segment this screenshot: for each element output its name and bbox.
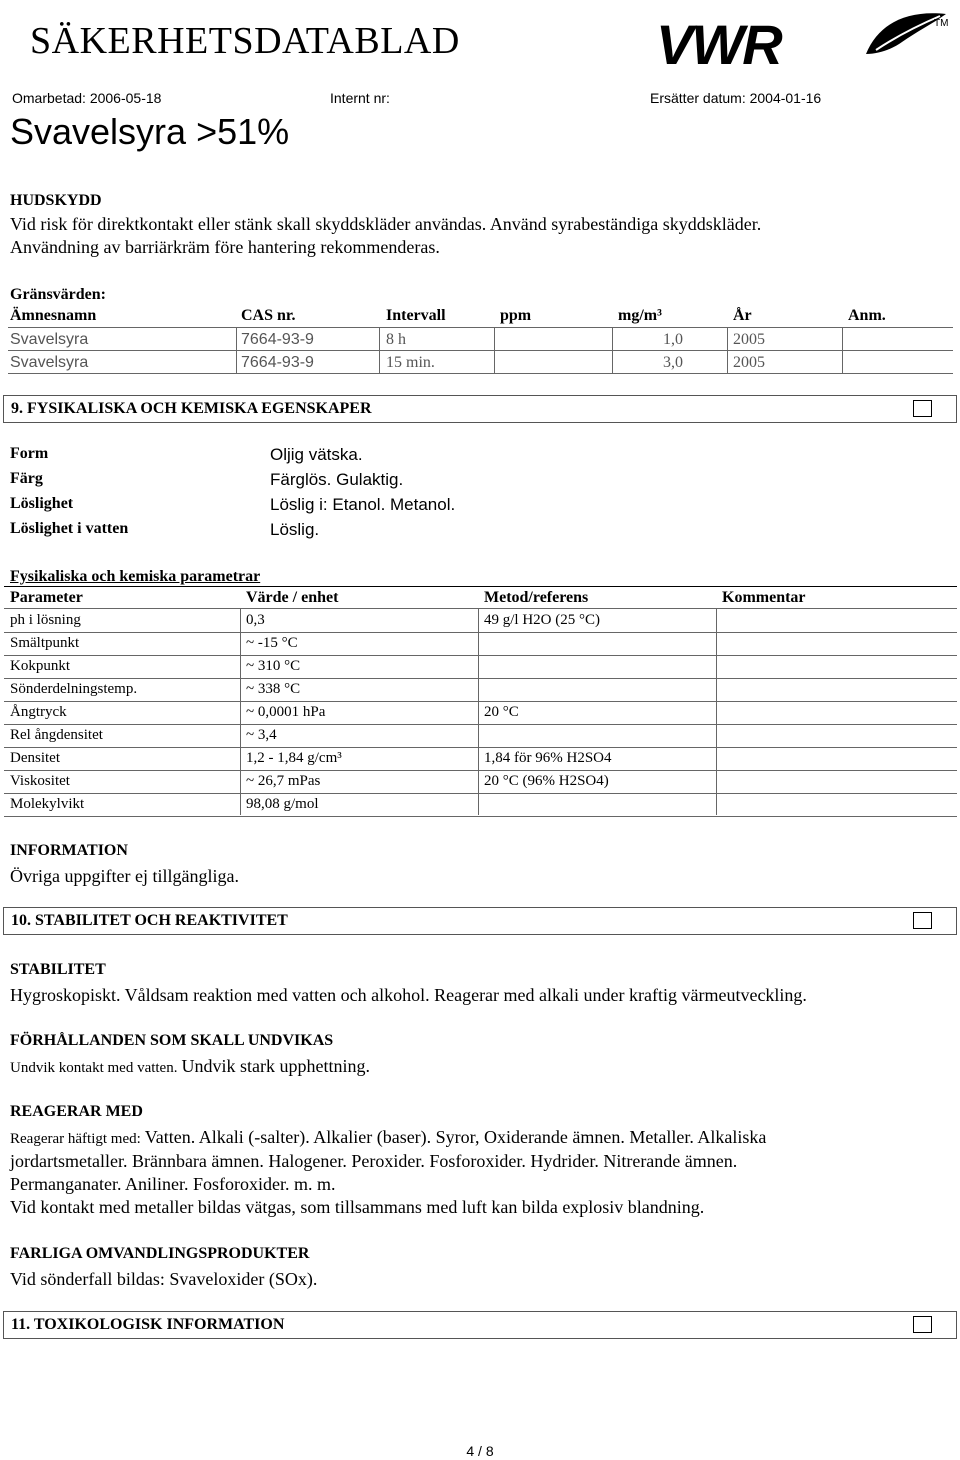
limits-col-mgm3: mg/m³ xyxy=(618,307,662,324)
prop-value-form: Oljig vätska. xyxy=(270,445,363,464)
limits-col-note: Anm. xyxy=(848,307,886,324)
section-9-header xyxy=(3,395,957,423)
prop-label-color: Färg xyxy=(10,470,43,487)
stability-text: Hygroskopiskt. Våldsam reaktion med vatten och alkohol. Reagerar med alkali under kraftig värmeutveckling. xyxy=(10,985,807,1005)
param-cell: ph i lösning xyxy=(10,612,81,628)
params-col-method: Metod/referens xyxy=(484,589,589,606)
internal-number: Internt nr: xyxy=(330,90,390,106)
reacts-rest: Vatten. Alkali (-salter). Alkalier (baser). Syror, Oxiderande ämnen. Metaller. Alkaliska xyxy=(144,1127,767,1147)
checkbox-icon xyxy=(913,912,932,929)
stability-heading: STABILITET xyxy=(10,961,106,978)
params-col-value: Värde / enhet xyxy=(246,589,339,606)
avoid-heading: FÖRHÅLLANDEN SOM SKALL UNDVIKAS xyxy=(10,1032,334,1049)
params-heading: Fysikaliska och kemiska parametrar xyxy=(10,568,261,585)
limits-row2-name: Svavelsyra xyxy=(10,354,89,371)
section-11-header xyxy=(3,1311,957,1339)
param-cell: 1,2 - 1,84 g/cm³ xyxy=(246,750,342,766)
param-cell: Smältpunkt xyxy=(10,635,80,651)
info-heading: INFORMATION xyxy=(10,842,128,859)
limits-col-ppm: ppm xyxy=(500,307,532,324)
prop-value-color: Färglös. Gulaktig. xyxy=(270,470,404,489)
param-cell: ~ 3,4 xyxy=(246,727,277,743)
checkbox-icon xyxy=(913,400,932,417)
limits-col-interval: Intervall xyxy=(386,307,446,324)
param-cell: Rel ångdensitet xyxy=(10,727,103,743)
param-cell: 1,84 för 96% H2SO4 xyxy=(484,750,612,766)
param-cell: Kokpunkt xyxy=(10,658,70,674)
reacts-line-2: jordartsmetaller. Brännbara ämnen. Halogener. Peroxider. Fosforoxider. Hydrider. Nitrerande ämnen. xyxy=(10,1151,738,1171)
avoid-text xyxy=(10,1055,370,1078)
params-col-parameter: Parameter xyxy=(10,589,83,606)
row-divider xyxy=(4,701,957,702)
page-number: 4 / 8 xyxy=(466,1443,494,1459)
param-cell: 49 g/l H2O (25 °C) xyxy=(484,612,600,628)
param-cell: Ångtryck xyxy=(10,704,67,720)
param-cell: Sönderdelningstemp. xyxy=(10,681,138,697)
skin-text-1: Vid risk för direktkontakt eller stänk skall skyddskläder användas. Använd syrabeständiga skyddskläder. xyxy=(10,214,762,234)
limits-row2-cas: 7664-93-9 xyxy=(241,354,314,371)
row-divider xyxy=(4,724,957,725)
skin-text-2: Användning av barriärkräm före hantering rekommenderas. xyxy=(10,237,440,257)
svg-text:TM: TM xyxy=(934,18,949,29)
vwr-logo xyxy=(654,2,954,77)
document-title: SÄKERHETSDATABLAD xyxy=(30,20,460,62)
section-9-title: 9. FYSIKALISKA OCH KEMISKA EGENSKAPER xyxy=(11,400,372,417)
param-cell: 20 °C xyxy=(484,704,519,720)
param-cell: Molekylvikt xyxy=(10,796,85,812)
limits-row1-mgm3: 1,0 xyxy=(663,331,683,348)
row-divider xyxy=(4,770,957,771)
limits-row1-year: 2005 xyxy=(733,331,765,348)
row-divider xyxy=(4,678,957,679)
prop-label-form: Form xyxy=(10,445,49,462)
avoid-text-small: Undvik kontakt med vatten. xyxy=(10,1060,178,1076)
prop-label-solubility: Löslighet xyxy=(10,495,74,512)
param-cell: ~ 310 °C xyxy=(246,658,301,674)
checkbox-icon xyxy=(913,1316,932,1333)
param-cell: 20 °C (96% H2SO4) xyxy=(484,773,609,789)
reacts-line-4: Vid kontakt med metaller bildas vätgas, som tillsammans med luft kan bilda explosiv blandning. xyxy=(10,1197,705,1217)
section-10-header xyxy=(3,907,957,935)
skin-heading: HUDSKYDD xyxy=(10,192,102,209)
product-name: Svavelsyra >51% xyxy=(10,111,290,152)
row-divider xyxy=(4,816,957,817)
limits-row2-mgm3: 3,0 xyxy=(663,354,683,371)
param-cell: 0,3 xyxy=(246,612,265,628)
limits-row2-interval: 15 min. xyxy=(386,354,435,371)
reacts-heading: REAGERAR MED xyxy=(10,1103,143,1120)
limits-row1-name: Svavelsyra xyxy=(10,331,89,348)
params-col-comment: Kommentar xyxy=(722,589,806,606)
limits-row1-interval: 8 h xyxy=(386,331,406,348)
limits-col-cas: CAS nr. xyxy=(241,307,296,324)
limits-col-year: År xyxy=(733,307,752,324)
prop-value-solubility: Löslig i: Etanol. Metanol. xyxy=(270,495,456,514)
param-cell: ~ 338 °C xyxy=(246,681,301,697)
limits-row2-year: 2005 xyxy=(733,354,765,371)
param-cell: 98,08 g/mol xyxy=(246,796,319,812)
row-divider xyxy=(4,747,957,748)
avoid-text-large: Undvik stark upphettning. xyxy=(181,1056,370,1076)
param-cell: ~ -15 °C xyxy=(246,635,298,651)
reacts-line-3: Permanganater. Aniliner. Fosforoxider. m. m. xyxy=(10,1174,336,1194)
row-divider xyxy=(4,655,957,656)
section-10-title: 10. STABILITET OCH REAKTIVITET xyxy=(11,912,288,929)
param-cell: ~ 26,7 mPas xyxy=(246,773,321,789)
replaces-date: Ersätter datum: 2004-01-16 xyxy=(650,90,822,106)
limits-row1-cas: 7664-93-9 xyxy=(241,331,314,348)
revised-date: Omarbetad: 2006-05-18 xyxy=(12,90,162,106)
param-cell: ~ 0,0001 hPa xyxy=(246,704,326,720)
limits-heading: Gränsvärden: xyxy=(10,286,106,303)
section-11-title: 11. TOXIKOLOGISK INFORMATION xyxy=(11,1316,285,1333)
row-divider xyxy=(4,793,957,794)
hazardous-text: Vid sönderfall bildas: Svaveloxider (SOx). xyxy=(10,1269,318,1289)
limits-col-name: Ämnesnamn xyxy=(10,307,97,324)
row-divider xyxy=(4,632,957,633)
prop-value-water-solubility: Löslig. xyxy=(270,520,320,539)
param-cell: Viskositet xyxy=(10,773,70,789)
reacts-line-1 xyxy=(10,1126,766,1149)
prop-label-water-solubility: Löslighet i vatten xyxy=(10,520,129,537)
hazardous-heading: FARLIGA OMVANDLINGSPRODUKTER xyxy=(10,1245,310,1262)
info-text: Övriga uppgifter ej tillgängliga. xyxy=(10,866,239,886)
reacts-small: Reagerar häftigt med: xyxy=(10,1131,141,1147)
param-cell: Densitet xyxy=(10,750,60,766)
logo-wordmark: VWR xyxy=(656,13,781,72)
